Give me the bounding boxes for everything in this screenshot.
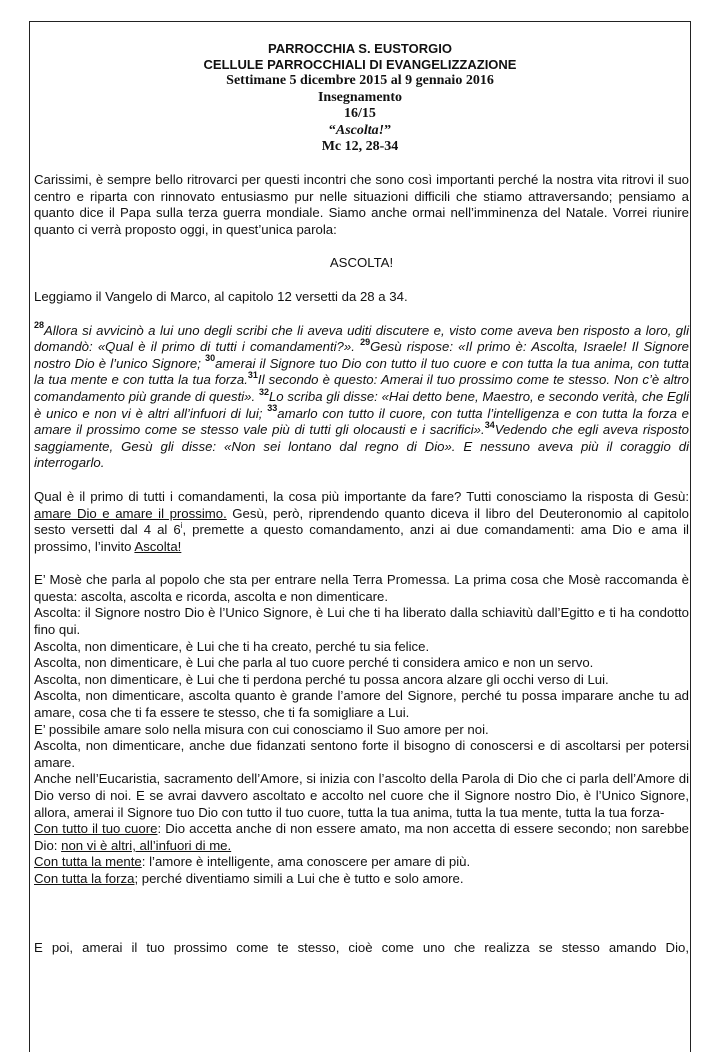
verse-number: 29 (360, 336, 371, 347)
verse-number: 32 (258, 386, 269, 397)
keyword-heading: ASCOLTA! (329, 255, 394, 271)
endnote-marker[interactable]: i (180, 520, 183, 530)
first-commandment-paragraph: Qual è il primo di tutti i comandamenti, la cosa più importante da fare? Tutti conosciamo la risposta di Gesù: amare Dio e amare il prossimo. Gesù, però, riprendendo quanto diceva il libro del Deuteronomio al capitolo sesto versetti dal 4 al 6$^i$, premette a questo comandamento, anzi ai due comandamenti: ama Dio e ama il prossimo, l’invito Ascolta! (34, 488, 689, 554)
verse-number: 30 (205, 353, 216, 364)
mind-line: Con tutta la mente: l’amore è intelligente, ama conoscere per amare di più. (34, 854, 471, 870)
underlined-phrase: Ascolta! (134, 538, 182, 554)
gospel-passage: $^{28}$Allora si avvicinò a lui uno degli scribi che li aveva uditi discutere e, visto come aveva ben risposto a loro, gli domandò: «Qual è il primo di tutti i comandamenti?». $^{29}$Gesù rispose: «Il primo è: Ascolta, Israele! Il Signore nostro Dio è l’unico Signore; $^{30}$amerai il Signore tuo Dio con tutto il tuo cuore e con tutta la tua anima, con tutta la tua mente e con tutta la tua forza.$^{31}$Il secondo è questo: Amerai il tuo prossimo come te stesso. Non c’è altro comandamento più grande di questi». $^{32}$Lo scriba gli disse: «Hai detto bene, Maestro, e secondo verità, che Egli è unico e non vi è altri all’infuori di lui; $^{33}$amarlo con tutto il cuore, con tutta l’intelligenza e con tutta la forza e amare il prossimo come se stesso vale più di tutti gli olocausti e i sacrifici».$^{34}$Vedendo che egli aveva risposto saggiamente, Gesù gli disse: «Non sei lontano dal regno di Dio». E nessuno aveva più il coraggio di interrogarlo. (34, 320, 690, 471)
text-line: Ascolta, non dimenticare, anche due fidanzati sentono forte il bisogno di conoscersi e di ascoltarsi per potersi amare. (34, 738, 689, 770)
verse-number: 28 (34, 320, 45, 331)
heart-line: Con tutto il tuo cuore: Dio accetta anche di non essere amato, ma non accetta di essere secondo; non sarebbe Dio: non vi è altri, all’infuori di me. (34, 821, 689, 853)
text-line: Ascolta: il Signore nostro Dio è l’Unico Signore, è Lui che ti ha liberato dalla schiavitù dall’Egitto e ti ha condotto fino qui. (34, 605, 689, 638)
reading-intro: Leggiamo il Vangelo di Marco, al capitolo 12 versetti da 28 a 34. (34, 288, 408, 304)
parish-title: PARROCCHIA S. EUSTORGIO (268, 41, 452, 56)
closing-line: E poi, amerai il tuo prossimo come te stesso, cioè come uno che realizza se stesso amando Dio, (34, 939, 689, 955)
cells-title: CELLULE PARROCCHIALI DI EVANGELIZZAZIONE (203, 57, 517, 72)
text-line: Anche nell’Eucaristia, sacramento dell’Amore, si inizia con l’ascolto della Parola di Dio che ci parla dell’Amore di Dio verso di noi. E se avrai davvero ascoltato e accolto nel cuore che il Signore nostro Dio, è l’Unico Signore, allora, amerai il Signore tuo Dio con tutto il tuo cuore, tutta la tua anima, tutta la tua mente, tutta la tua forza- (34, 771, 689, 820)
strength-line: Con tutta la forza; perché diventiamo simili a Lui che è tutto e solo amore. (34, 870, 464, 886)
text-line: Ascolta, non dimenticare, è Lui che parla al tuo cuore perché ti considera amico e non un servo. (34, 655, 594, 671)
text-line: Ascolta, non dimenticare, è Lui che ti perdona perché tu possa ancora alzare gli occhi verso di Lui. (34, 671, 609, 687)
text-line: E’ possibile amare solo nella misura con cui conosciamo il Suo amore per noi. (34, 721, 489, 737)
document-body (34, 172, 689, 956)
teaching-title: “Ascolta!” (328, 122, 392, 138)
text-line: E’ Mosè che parla al popolo che sta per entrare nella Terra Promessa. La prima cosa che Mosè raccomanda è questa: ascolta, ascolta e ricorda, ascolta e non dimenticare. (34, 572, 689, 604)
text-line: Ascolta, non dimenticare, ascolta quanto è grande l’amore del Signore, perché tu possa imparare anche tu ad amare, cosa che ti fa essere te stesso, che ti fa somigliare a Lui. (34, 688, 689, 721)
text-line: Ascolta, non dimenticare, è Lui che ti ha creato, perché tu sia felice. (34, 638, 430, 654)
teaching-number: 16/15 (344, 106, 376, 121)
verse-number: 34 (484, 419, 495, 430)
weeks-line: Settimane 5 dicembre 2015 al 9 gennaio 2016 (226, 73, 494, 88)
verse-number: 33 (267, 403, 278, 414)
document-header (30, 41, 690, 156)
moses-section (34, 572, 689, 887)
spacer (34, 888, 689, 940)
underlined-phrase: amare Dio e amare il prossimo. (34, 505, 227, 521)
gospel-reference: Mc 12, 28-34 (321, 139, 399, 154)
teaching-label: Insegnamento (317, 89, 402, 105)
verse-number: 31 (247, 369, 258, 380)
intro-paragraph: Carissimi, è sempre bello ritrovarci per questi incontri che sono così importanti perché la nostra vita ritrovi il suo centro e riparta con rinnovato entusiasmo pur nelle situazioni difficili che stiamo attraversando; pensiamo a quanto dice il Papa sulla terza guerra mondiale. Siamo anche ormai nell’imminenza del Natale. Vorrei riunire quanto ci verrà proposto oggi, in quest’unica parola: (34, 172, 689, 237)
